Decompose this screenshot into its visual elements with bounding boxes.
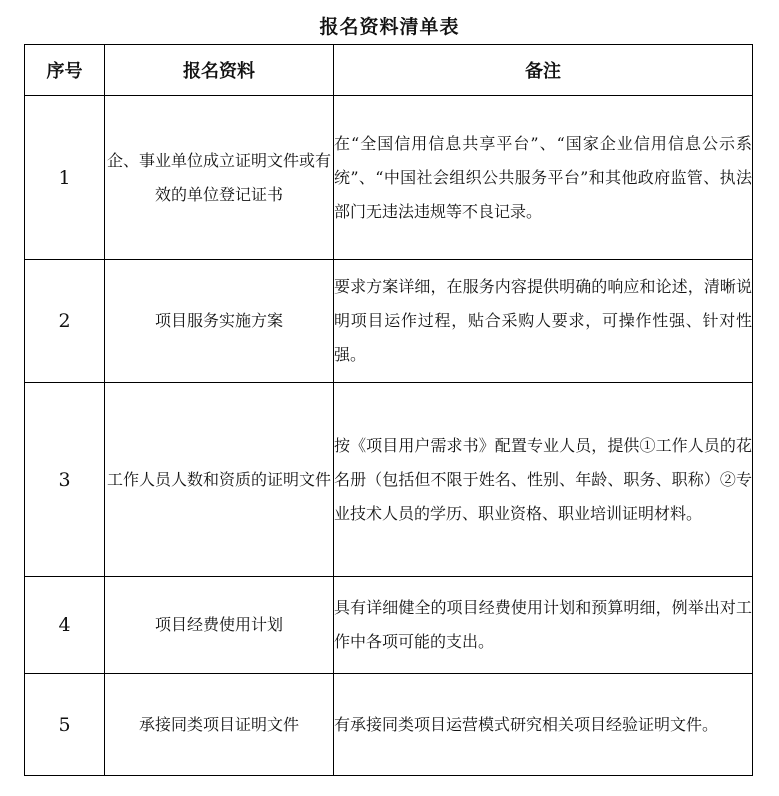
row-material: 项目服务实施方案 <box>105 260 334 383</box>
row-index: 3 <box>25 383 105 577</box>
row-material: 工作人员人数和资质的证明文件 <box>105 383 334 577</box>
document-title: 报名资料清单表 <box>319 16 460 38</box>
row-note: 有承接同类项目运营模式研究相关项目经验证明文件。 <box>334 674 753 776</box>
row-material: 承接同类项目证明文件 <box>105 674 334 776</box>
table-row <box>25 674 753 776</box>
row-note: 在“全国信用信息共享平台”、“国家企业信用信息公示系统”、“中国社会组织公共服务平台”和其他政府监管、执法部门无违法违规等不良记录。 <box>334 96 753 260</box>
table-row <box>25 383 753 577</box>
row-material: 企、事业单位成立证明文件或有效的单位登记证书 <box>105 96 334 260</box>
row-material: 项目经费使用计划 <box>105 577 334 674</box>
registration-materials-table <box>24 44 753 776</box>
table-row <box>25 260 753 383</box>
row-index: 5 <box>25 674 105 776</box>
header-note: 备注 <box>334 45 753 96</box>
row-note: 要求方案详细，在服务内容提供明确的响应和论述，清晰说明项目运作过程，贴合采购人要求，可操作性强、针对性强。 <box>334 260 753 383</box>
row-index: 4 <box>25 577 105 674</box>
table-row <box>25 96 753 260</box>
row-note: 具有详细健全的项目经费使用计划和预算明细，例举出对工作中各项可能的支出。 <box>334 577 753 674</box>
table-row <box>25 577 753 674</box>
row-index: 2 <box>25 260 105 383</box>
header-index: 序号 <box>25 45 105 96</box>
row-note: 按《项目用户需求书》配置专业人员，提供①工作人员的花名册（包括但不限于姓名、性别、年龄、职务、职称）②专业技术人员的学历、职业资格、职业培训证明材料。 <box>334 383 753 577</box>
row-index: 1 <box>25 96 105 260</box>
table-header-row <box>25 45 753 96</box>
header-material: 报名资料 <box>105 45 334 96</box>
